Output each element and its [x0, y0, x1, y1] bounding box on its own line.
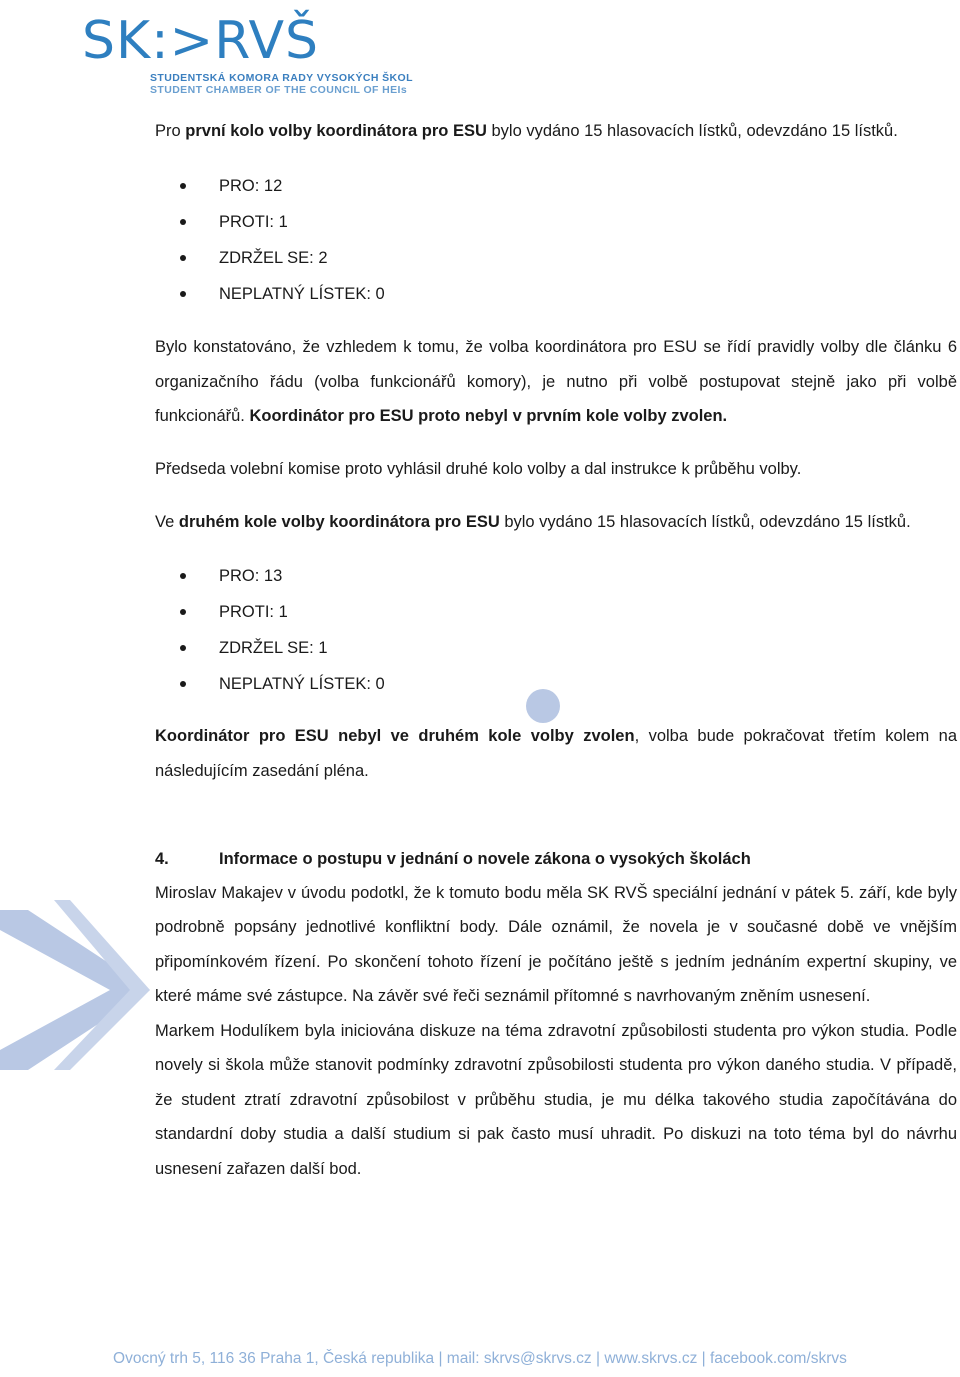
watermark-circle	[526, 689, 560, 723]
section4-para1-line: připomínkovém řízení. Po skončení tohoto řízení je počítáno ještě s jedním jednáním expertní skupiny, ve	[155, 953, 957, 971]
round2-results-list	[180, 558, 385, 702]
footer-mail-link[interactable]: mail: skrvs@skrvs.cz	[446, 1350, 592, 1367]
footer-address: Ovocný trh 5, 116 36 Praha 1, Česká republika	[113, 1350, 435, 1367]
list-item: NEPLATNÝ LÍSTEK: 0	[180, 666, 385, 702]
section4-para1-line: Miroslav Makajev v úvodu podotkl, že k tomuto bodu měla SK RVŠ speciální jednání v pátek 5. září, kde byly	[155, 884, 957, 902]
konstatovano-line1: Bylo konstatováno, že vzhledem k tomu, že volba koordinátora pro ESU se řídí pravidly volby dle článku 6	[155, 338, 957, 356]
page-footer	[0, 1350, 960, 1368]
list-item: ZDRŽEL SE: 2	[180, 240, 385, 276]
section4-para1-line: které máme své zástupce. Na závěr své řeči seznámil přítomné s navrhovaným zněním usnesení.	[155, 987, 871, 1005]
footer-facebook-link[interactable]: facebook.com/skrvs	[709, 1350, 847, 1367]
round1-intro-pre: Pro	[155, 122, 186, 140]
vysledek-line1-bold: Koordinátor pro ESU nebyl ve druhém kole volby zvolen	[155, 727, 635, 745]
round2-intro-pre: Ve	[155, 513, 179, 531]
section4-para2-line: standardní doby studia a další studium si pak často musí uhradit. Po diskuzi na toto téma byl do návrhu	[155, 1125, 957, 1143]
section4-para2-line: Markem Hodulíkem byla iniciována diskuze na téma zdravotní způsobilosti studenta pro výkon studia. Podle	[155, 1022, 957, 1040]
section4-para1-line: podrobně popsány jednotlivé konfliktní body. Dále oznámil, že novela je v současné době ve vnějším	[155, 918, 957, 936]
round2-intro	[155, 505, 957, 540]
vysledek-line1	[155, 719, 957, 754]
round2-intro-bold: druhém kole volby koordinátora pro ESU	[178, 513, 500, 531]
list-item: ZDRŽEL SE: 1	[180, 630, 385, 666]
logo-subtitle-en: STUDENT CHAMBER OF THE COUNCIL OF HEIs	[150, 84, 408, 96]
section-number: 4.	[155, 850, 169, 868]
konstatovano-line3	[155, 399, 957, 434]
konstatovano-line2: organizačního řádu (volba funkcionářů komory), je nutno při volbě postupovat stejně jako při volbě	[155, 373, 957, 391]
round1-intro-post: bylo vydáno 15 hlasovacích lístků, odevzdáno 15 lístků.	[486, 122, 898, 140]
section-title: Informace o postupu v jednání o novele zákona o vysokých školách	[219, 850, 751, 868]
footer-web-link[interactable]: www.skrvs.cz	[604, 1350, 698, 1367]
round2-intro-post: bylo vydáno 15 hlasovacích lístků, odevzdáno 15 lístků.	[499, 513, 911, 531]
footer-separator: |	[591, 1350, 605, 1367]
list-item: NEPLATNÝ LÍSTEK: 0	[180, 276, 385, 312]
skrvs-logo	[82, 11, 413, 96]
list-item: PRO: 13	[180, 558, 385, 594]
list-item: PRO: 12	[180, 168, 385, 204]
konstatovano-line3-pre: funkcionářů.	[155, 407, 250, 425]
section4-para2-line: usnesení zařazen další bod.	[155, 1160, 362, 1178]
logo-subtitle-cz: STUDENTSKÁ KOMORA RADY VYSOKÝCH ŠKOL	[150, 72, 413, 84]
footer-separator: |	[697, 1350, 710, 1367]
footer-separator: |	[434, 1350, 447, 1367]
konstatovano-line3-bold: Koordinátor pro ESU proto nebyl v prvním kole volby zvolen.	[249, 407, 728, 425]
list-item: PROTI: 1	[180, 204, 385, 240]
section4-para2-line: že student ztratí zdravotní způsobilost v průběhu studia, je mu délka takového studia započítávána do	[155, 1091, 957, 1109]
predseda-paragraph: Předseda volební komise proto vyhlásil druhé kolo volby a dal instrukce k průběhu volby.	[155, 460, 802, 478]
watermark-chevron-icon	[0, 900, 160, 1070]
round1-results-list	[180, 168, 385, 312]
vysledek-line1-post: , volba bude pokračovat třetím kolem na	[634, 727, 957, 745]
list-item: PROTI: 1	[180, 594, 385, 630]
vysledek-line2: následujícím zasedání pléna.	[155, 762, 369, 780]
round1-intro-bold: první kolo volby koordinátora pro ESU	[185, 122, 487, 140]
logo-wordmark: SK:>RVŠ	[82, 11, 320, 71]
section4-para2-line: novely si škola může stanovit podmínky zdravotní způsobilosti studenta pro výkon daného studia. V případě,	[155, 1056, 957, 1074]
round1-intro	[155, 114, 957, 149]
